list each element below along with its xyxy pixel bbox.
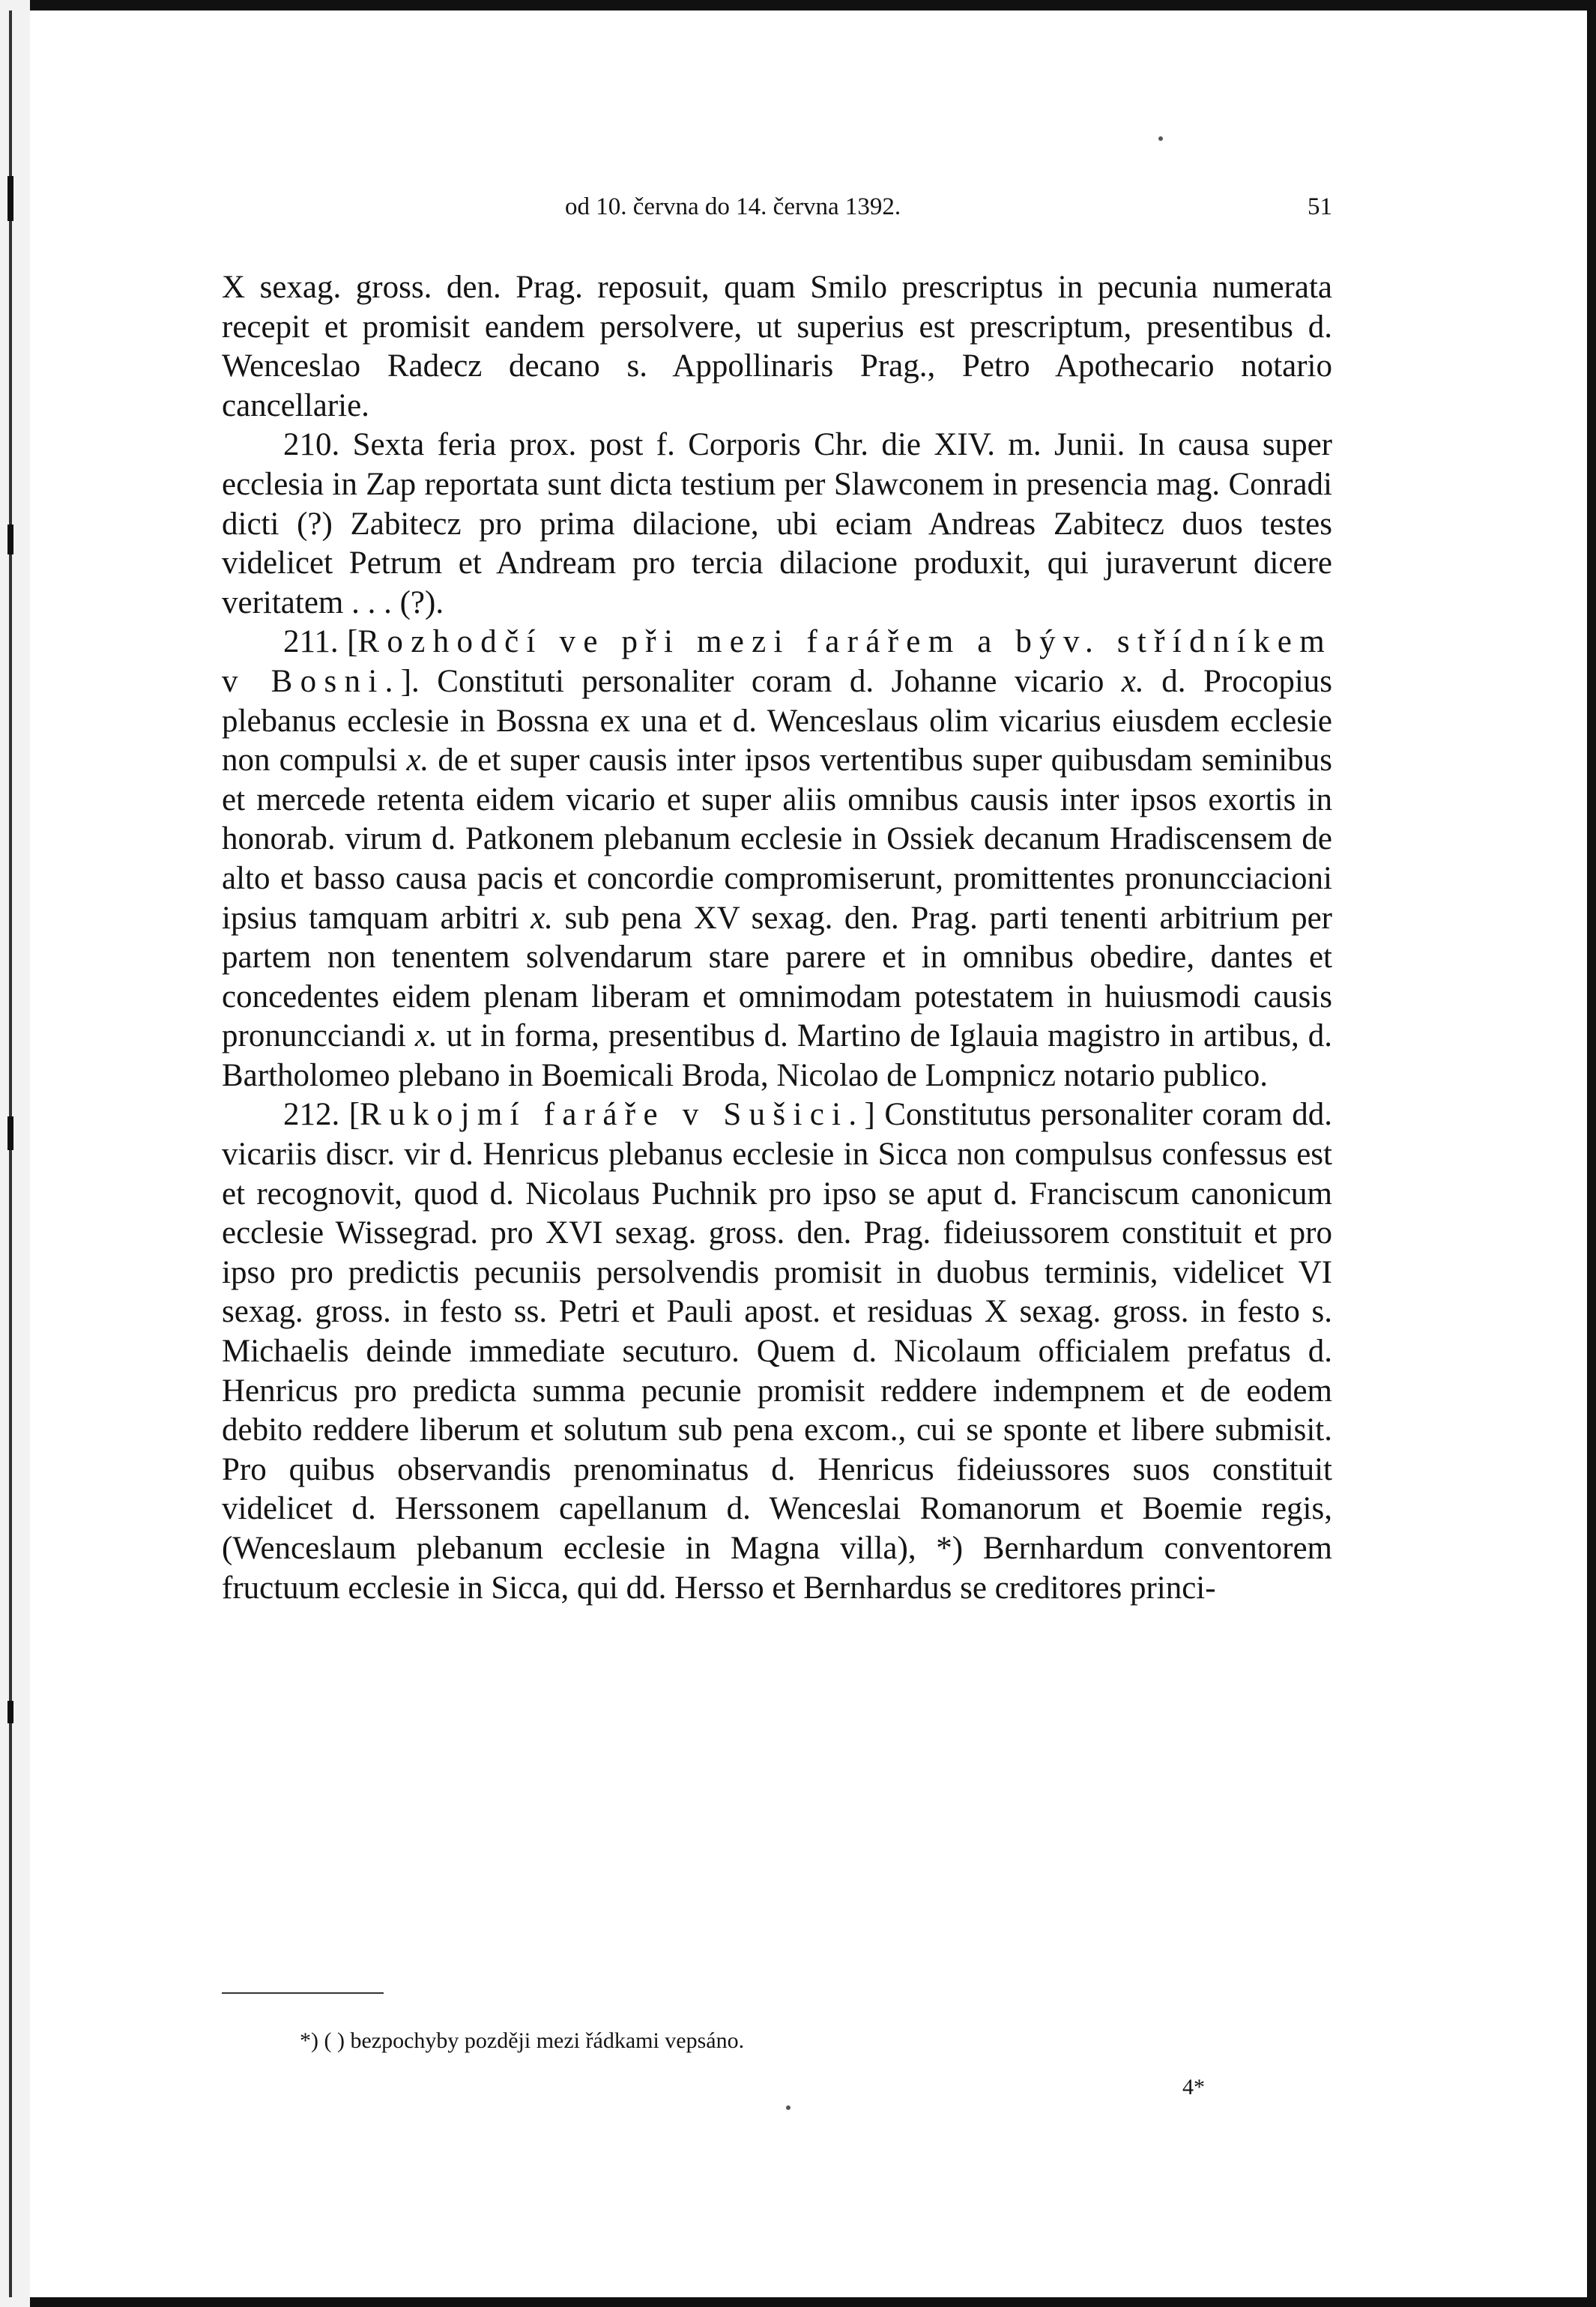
running-title: od 10. června do 14. června 1392. (565, 193, 901, 220)
paragraph-text: 211. [ (283, 624, 358, 660)
etc-mark: x. (1121, 663, 1144, 699)
footnote: *) ( ) bezpochyby později mezi řádkami vepsáno. (300, 2028, 745, 2053)
binding-mark (7, 1116, 13, 1150)
entry-212 (222, 1095, 1332, 1608)
paragraph-text: d. Procopius plebanus ecclesie in Bossna ex una et d. Wenceslaus olim vicarius eiusdem ecclesie non compulsi (222, 663, 1333, 778)
page-number: 51 (1308, 193, 1332, 220)
scan-speck (1158, 136, 1163, 141)
binding-mark (7, 1701, 13, 1723)
binding-edge-line (9, 10, 12, 2297)
entry-211 (222, 623, 1332, 1095)
paragraph-text: 212. [ (283, 1097, 360, 1133)
paragraph-text: ] Constitutus personaliter coram dd. vicariis discr. vir d. Henricus plebanus ecclesie in Sicca non compulsus confessus est et recognovit, quod d. Nicolaus Puchnik pro ipso se aput d. Franciscum canonicum ecclesie Wissegrad. pro XVI sexag. gross. den. Prag. fideiussorem constituit et pro ipso pro predictis pecuniis persolvendis promisit in duobus terminis, videlicet VI sexag. gross. in festo ss. Petri et Pauli apost. et residuas X sexag. gross. in festo s. Michaelis deinde immediate secuturo. Quem d. Nicolaum officialem prefatus d. Henricus pro predicta summa pecunie promisit reddere indempnem et de eodem debito reddere liberum et solutum sub pena excom., cui se sponte et libere submisit. Pro quibus observandis prenominatus d. Henricus fideiussores suos constituit videlicet d. Herssonem capellanum d. Wenceslai Romanorum et Boemie regis, (Wenceslaum plebanum ecclesie in Magna villa), *) Bernhardum conventorem fructuum ecclesie in Sicca, qui dd. Hersso et Bernhardus se creditores princi- (222, 1097, 1332, 1606)
paragraph-continuation (222, 268, 1332, 426)
scan-border-left (0, 0, 30, 2307)
entry-heading: Rukojmí faráře v Sušici. (360, 1097, 865, 1133)
entry-heading: Rozhodčí ve při mezi farářem a býv. střídníkem v Bosni. (222, 624, 1332, 699)
etc-mark: x. (414, 1018, 438, 1054)
running-head (222, 184, 1332, 229)
etc-mark: x. (531, 900, 554, 936)
body-text (222, 268, 1332, 1608)
scan-border-right (1587, 0, 1596, 2307)
paragraph-text: sub pena XV sexag. den. Prag. parti tenenti arbitrium per partem non tenentem solvendarum stare parere et in omnibus obedire, dantes et concedentes eidem plenam liberam et omnimodam potestatem in huiusmodi causis pronuncciandi (222, 900, 1332, 1054)
paragraph-text: 210. Sexta feria prox. post f. Corporis Chr. die XIV. m. Junii. In causa super ecclesia in Zap reportata sunt dicta testium per Slawconem in presencia mag. Conradi dicti (?) Zabitecz pro prima dilacione, ubi eciam Andreas Zabitecz duos testes videlicet Petrum et Andream pro tercia dilacione produxit, qui juraverunt dicere veritatem . . . (?). (222, 427, 1332, 620)
scan-border-top (0, 0, 1596, 10)
scan-border-bottom (0, 2297, 1596, 2307)
paragraph-text: X sexag. gross. den. Prag. reposuit, quam Smilo prescriptus in pecunia numerata recepit et promisit eandem persolvere, ut superius est prescriptum, presentibus d. Wenceslao Radecz decano s. Appollinaris Prag., Petro Apothecario notario cancellarie. (222, 270, 1332, 423)
entry-210 (222, 426, 1332, 623)
footnote-rule (222, 1992, 384, 1994)
scan-speck (786, 2105, 791, 2110)
binding-mark (7, 524, 13, 554)
binding-mark (7, 176, 13, 221)
etc-mark: x. (406, 743, 429, 778)
signature-mark: 4* (1182, 2075, 1205, 2099)
paragraph-text: ]. Constituti personaliter coram d. Johanne vicario (400, 663, 1122, 699)
paragraph-text: ut in forma, presentibus d. Martino de Iglauia magistro in artibus, d. Bartholomeo plebano in Boemicali Broda, Nicolao de Lompnicz notario publico. (222, 1018, 1332, 1093)
paragraph-text: de et super causis inter ipsos vertentibus super quibusdam seminibus et mercede retenta eidem vicario et super aliis omnibus causis inter ipsos exortis in honorab. virum d. Patkonem plebanum ecclesie in Ossiek decanum Hradiscensem de alto et basso causa pacis et concordie compromiserunt, promittentes pronuncciacioni ipsius tamquam arbitri (222, 743, 1332, 936)
